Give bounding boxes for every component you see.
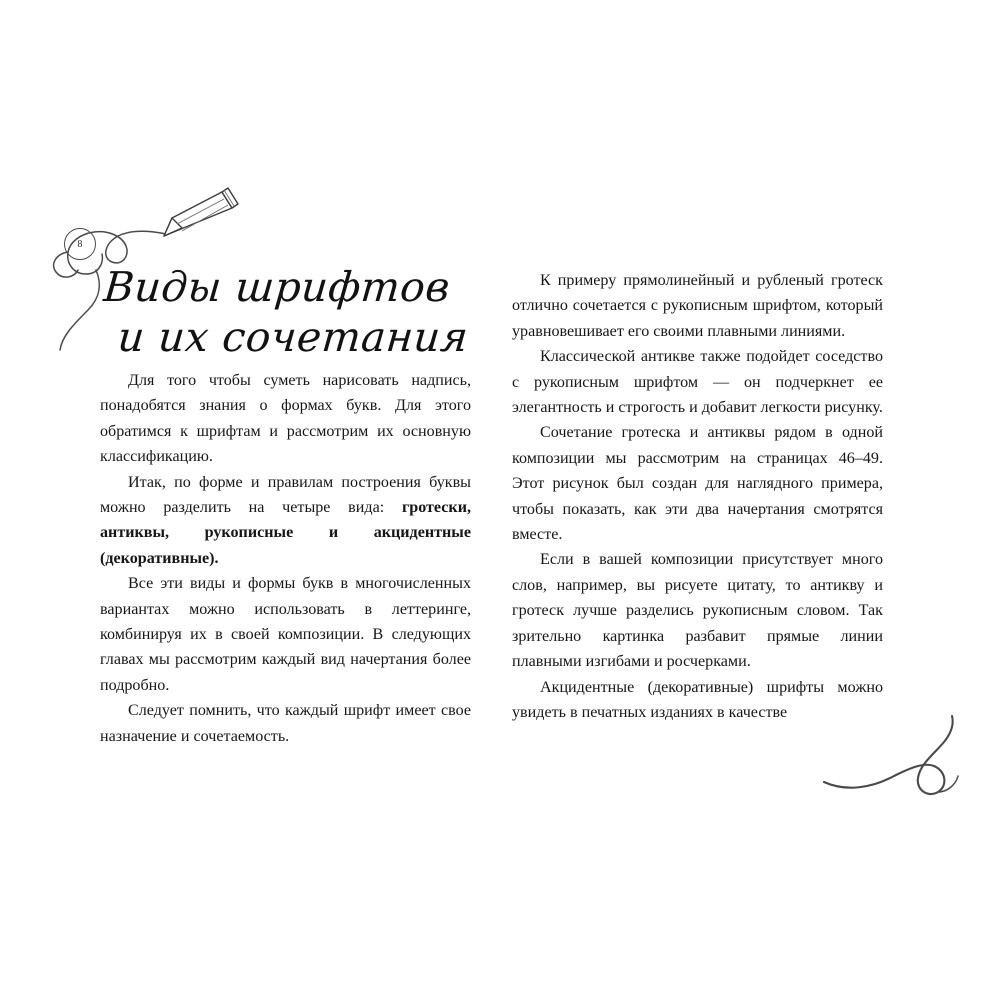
paragraph	[100, 571, 471, 698]
page-title-line-2: и их сочетания	[115, 313, 471, 361]
paragraph	[512, 344, 883, 420]
body-text: Если в вашей композиции присутствует много слов, например, вы рисуете цитату, то антикву и гротеск лучше разделись рукописным словом. Так зрительно картинка разбавит прямые линии плавными изгибами и росчерками.	[512, 551, 883, 671]
body-text: Сочетание гротеска и антиквы рядом в одной композиции мы рассмотрим на страницах 46–49. Этот рисунок был создан для наглядного примера, чтобы показать, как эти два начертания смотрятся вместе.	[512, 424, 883, 544]
bottom-swash-ornament	[806, 714, 996, 834]
body-text: Итак, по форме и правилам построения буквы можно разделить на четыре вида:	[100, 473, 471, 517]
body-text: Следует помнить, что каждый шрифт имеет свое назначение и сочетаемость.	[100, 702, 471, 745]
body-text: Для того чтобы суметь нарисовать надпись, понадобятся знания о формах букв. Для этого обратимся к шрифтам и рассмотрим их основную классификацию.	[100, 372, 471, 466]
decorative-swash-icon	[806, 714, 996, 834]
body-text: Классической антикве также подойдет соседство с рукописным шрифтом — он подчеркнет ее элегантность и строгость и добавит легкости рисунку.	[512, 348, 883, 417]
paragraph	[100, 470, 471, 572]
paragraph	[100, 368, 471, 470]
paragraph	[512, 547, 883, 674]
page-title-line-1: Виды шрифтов	[101, 263, 453, 311]
paragraph	[512, 420, 883, 547]
body-text: К примеру прямолинейный и рубленый гротеск отлично сочетается с рукописным шрифтом, который уравновешивает его своими плавными линиями.	[512, 272, 883, 340]
text-column-left	[100, 368, 471, 749]
paragraph	[512, 268, 883, 344]
page-number: 8	[64, 228, 96, 260]
pencil-body	[164, 192, 232, 236]
paragraph	[512, 675, 883, 726]
page-title	[101, 262, 471, 362]
paragraph	[100, 698, 471, 749]
pencil-eraser	[222, 188, 238, 208]
body-text: Акцидентные (декоративные) шрифты можно увидеть в печатных изданиях в качестве	[512, 678, 883, 721]
text-column-right	[512, 268, 883, 725]
body-text: Все эти виды и формы букв в многочисленных вариантах можно использовать в леттеринге, комбинируя их в своей композиции. В следующих главах мы рассмотрим каждый вид начертания более подробно.	[100, 575, 471, 694]
pencil-tip	[164, 218, 182, 236]
emphasis-text: гротески, антиквы, рукописные и акцидентные (декоративные).	[100, 499, 471, 567]
